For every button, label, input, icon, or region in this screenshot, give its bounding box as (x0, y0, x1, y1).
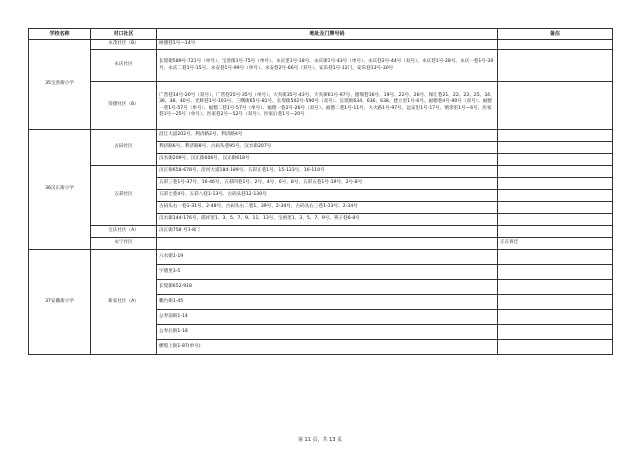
school-cell: 35宝善街小学 (29, 40, 91, 130)
address-cell: 五彩三巷1号-37号、16-46号、五彩四巷1号、2号、4号、6号、8号、五彩五巷1号-19号、2号-8号 (157, 178, 498, 190)
community-cell: 新安社区（A） (91, 250, 157, 355)
address-cell: 五彩七巷4号、五彩八巷1-13号、古码头巷12-130号 (157, 190, 498, 202)
note-cell (498, 142, 613, 154)
note-cell (498, 40, 613, 50)
school-cell: 36汉正街小学 (29, 130, 91, 250)
address-cell: 长堤街652-918 (157, 280, 498, 295)
address-cell: 六水街1-19 (157, 250, 498, 265)
address-cell: 汉水街144-176号、儒祥里1、3、5、7、9、11、13号、宝裕里1、3、5、7、9号、筷子巷6-8号 (157, 214, 498, 226)
header-community: 对口社区 (91, 29, 157, 40)
note-cell (498, 310, 613, 325)
address-cell: 汉正街658-678号、沿河大道184-189号、五彩正巷1号、15-123号、16-110号 (157, 166, 498, 178)
community-cell: 永庆社区 (91, 50, 157, 82)
table-row (29, 238, 613, 250)
table-row (29, 226, 613, 238)
address-cell: 长堤街589号-721号（单号）、宝善街1号-75号（单号）、永庆里1号-18号、永庆街1号-43号（单号）、永庆巷2号-44号（双号）、永庆巷1号-28号、永庆一巷1号-30号、永庆二巷1号-15号、永安巷1号-99号（单号）、永安巷2号-66号（双号）、安乐巷1号-12门、安乐巷13号-30号 (157, 50, 498, 82)
note-cell (498, 280, 613, 295)
address-cell: 宇德里3-5 (157, 265, 498, 280)
address-cell (157, 238, 498, 250)
note-cell (498, 325, 613, 340)
note-cell (498, 265, 613, 280)
table-row (29, 82, 613, 130)
address-cell: 广营巷14号-20号（双号）、广营巷25号-35号（单号）、大夹街35号-43号、大夹街61号-97号、德瑞巷16号、19号、22号、26号、保汇巷21、22、23、25、34、36、38、40号、光辉巷1号-103号、三曙街65号-81号、长堤街502号-590号（双号）、长堤街634、636、638、建立里1号-6号、福德巷4号-90号（双号）、福德一巷1号-57号（单号）、福德二巷1号-57号（单号）、福德一巷2号-26号（双号）、福德二巷1号-11号、大火路1号-97号、远安里1号-17号、慎余里1号—6号、医家巷1号—25号（单号）、医家巷2号—52号（双号）、医家后巷1号—20号 (157, 82, 498, 130)
table-body (29, 40, 613, 355)
note-cell (498, 250, 613, 265)
address-cell: 横堤上街1-87(单号) (157, 340, 498, 355)
header-note: 备注 (498, 29, 613, 40)
table-row (29, 40, 613, 50)
address-cell: 汉水街209号、汉正街606号、汉正街618号 (157, 154, 498, 166)
address-cell: 鹏台街1-45 (157, 295, 498, 310)
note-cell (498, 190, 613, 202)
page-number: 第 11 页，共 13 页 (297, 437, 343, 443)
header-school: 学校名称 (29, 29, 91, 40)
table-row (29, 50, 613, 82)
note-cell (498, 50, 613, 82)
school-cell: 37安徽街小学 (29, 250, 91, 355)
note-cell (498, 130, 613, 142)
address-cell: 树德巷1号—14号 (157, 40, 498, 50)
note-cell (498, 214, 613, 226)
note-cell (498, 178, 613, 190)
address-cell: 沿江大道202号、利济路2号、利济路4号 (157, 130, 498, 142)
address-cell: 古码头右一巷1-31号、2-48号、古码头右二巷1、39号、2-34号、古码头右三巷1-13号、2-34号 (157, 202, 498, 214)
community-cell: 永茂社区（B） (91, 40, 157, 50)
address-table (28, 28, 613, 355)
address-cell: 利济路6号、利济路8号、古码头巷95号、汉水街207号 (157, 142, 498, 154)
page-footer (0, 436, 640, 443)
note-cell (498, 154, 613, 166)
note-cell (498, 202, 613, 214)
header-address: 地址及门牌号码 (157, 29, 498, 40)
community-cell: 古码社区 (91, 130, 157, 166)
note-cell: 正在拆迁 (498, 238, 613, 250)
community-cell: 宝庆社区（A） (91, 226, 157, 238)
table-row (29, 130, 613, 142)
community-cell: 五彩社区 (91, 166, 157, 226)
address-cell: 公寿前街1-14 (157, 310, 498, 325)
note-cell (498, 226, 613, 238)
community-cell: 永宁社区 (91, 238, 157, 250)
note-cell (498, 340, 613, 355)
note-cell (498, 166, 613, 178)
address-cell: 公寿后街1-18 (157, 325, 498, 340)
community-cell: 崇德社区（B） (91, 82, 157, 130)
header-row (29, 29, 613, 40)
address-cell: 汉正街758 号1-8门 (157, 226, 498, 238)
table-row (29, 250, 613, 265)
table-row (29, 166, 613, 178)
note-cell (498, 295, 613, 310)
note-cell (498, 82, 613, 130)
